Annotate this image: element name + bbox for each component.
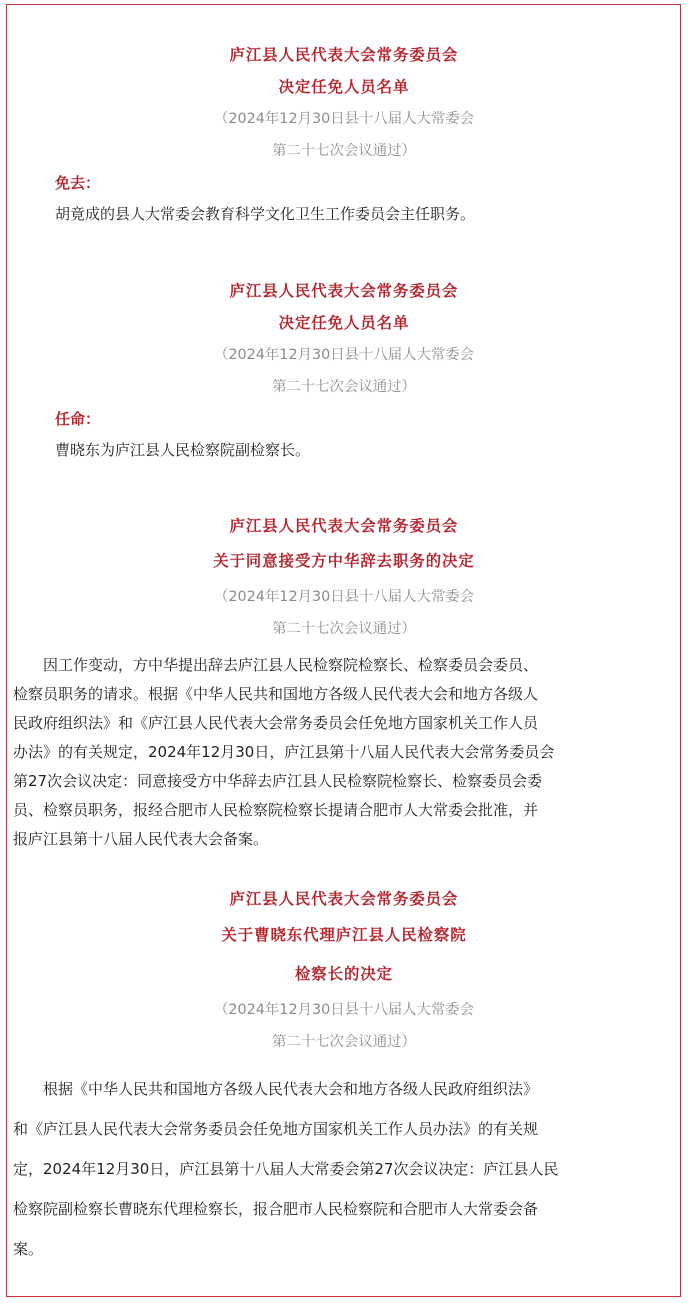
section-3-body-line: 员、检察员职务，报经合肥市人民检察院检察长提请合肥市人大常委会批准，并 xyxy=(13,801,539,819)
section-4-body-line: 检察院副检察长曹晓东代理检察长，报合肥市人民检察院和合肥市人大常委会备 xyxy=(13,1200,539,1218)
section-3-body xyxy=(13,651,554,854)
section-2-heading-line-1: 庐江县人民代表大会常务委员会 xyxy=(229,282,459,300)
section-4-heading-line-3: 检察长的决定 xyxy=(294,965,394,983)
section-3-heading-line-1: 庐江县人民代表大会常务委员会 xyxy=(229,517,459,535)
section-1-heading-line-1: 庐江县人民代表大会常务委员会 xyxy=(229,46,459,64)
section-3-session-note-line-1: （2024年12月30日县十八届人大常委会 xyxy=(213,589,475,605)
section-3-body-line: 报庐江县第十八届人民代表大会备案。 xyxy=(13,830,269,848)
section-3-body-line: 民政府组织法》和《庐江县人民代表大会常务委员会任免地方国家机关工作人员 xyxy=(13,714,539,732)
section-1-session-note-line-2: 第二十七次会议通过） xyxy=(272,143,416,159)
section-2-session-note-line-2: 第二十七次会议通过） xyxy=(272,379,416,395)
section-4-heading-line-2: 关于曹晓东代理庐江县人民检察院 xyxy=(221,926,467,944)
section-1-label: 免去： xyxy=(55,174,101,192)
section-2-heading-line-2: 决定任免人员名单 xyxy=(278,314,410,332)
section-3-heading-line-2: 关于同意接受方中华辞去职务的决定 xyxy=(213,552,475,570)
section-3-session-note-line-2: 第二十七次会议通过） xyxy=(272,621,416,637)
section-4-body-line: 和《庐江县人民代表大会常务委员会任免地方国家机关工作人员办法》的有关规 xyxy=(13,1120,539,1138)
section-1-heading-line-2: 决定任免人员名单 xyxy=(278,78,410,96)
section-1-body: 胡竟成的县人大常委会教育科学文化卫生工作委员会主任职务。 xyxy=(55,205,476,223)
section-4-body-line: 案。 xyxy=(13,1240,44,1258)
section-4-session-note-line-1: （2024年12月30日县十八届人大常委会 xyxy=(213,1002,475,1018)
section-3-body-line: 因工作变动，方中华提出辞去庐江县人民检察院检察长、检察委员会委员、 xyxy=(13,656,539,674)
section-2-session-note-line-1: （2024年12月30日县十八届人大常委会 xyxy=(213,347,475,363)
section-4-heading-line-1: 庐江县人民代表大会常务委员会 xyxy=(229,890,459,908)
section-3-body-line: 办法》的有关规定，2024年12月30日，庐江县第十八届人民代表大会常务委员会 xyxy=(13,743,555,761)
section-4-body-line: 根据《中华人民共和国地方各级人民代表大会和地方各级人民政府组织法》 xyxy=(13,1080,539,1098)
section-4-session-note-line-2: 第二十七次会议通过） xyxy=(272,1034,416,1050)
section-2-label: 任命： xyxy=(55,410,101,428)
section-4-body xyxy=(13,1069,558,1269)
section-4-body-line: 定，2024年12月30日，庐江县第十八届人大常委会第27次会议决定：庐江县人民 xyxy=(13,1160,559,1178)
section-1-session-note-line-1: （2024年12月30日县十八届人大常委会 xyxy=(213,111,475,127)
section-3-body-line: 检察员职务的请求。根据《中华人民共和国地方各级人民代表大会和地方各级人 xyxy=(13,685,539,703)
section-3-body-line: 第27次会议决定：同意接受方中华辞去庐江县人民检察院检察长、检察委员会委 xyxy=(13,772,543,790)
section-2-body: 曹晓东为庐江县人民检察院副检察长。 xyxy=(55,441,311,459)
